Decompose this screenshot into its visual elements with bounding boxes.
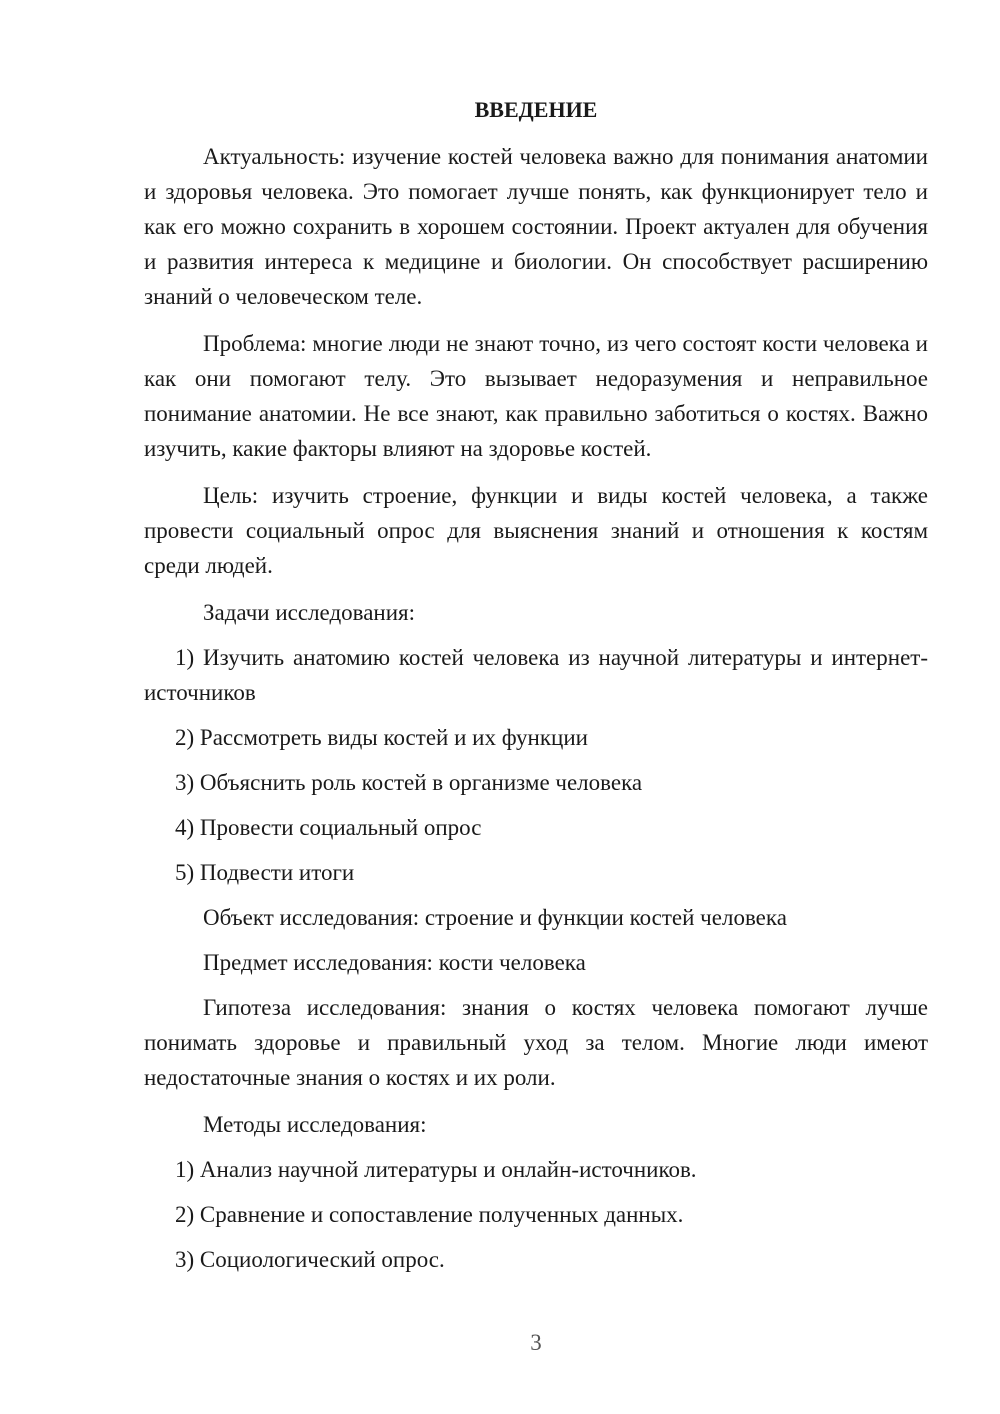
hypothesis-paragraph: Гипотеза исследования: знания о костях человека помогают лучше понимать здоровье и правильный уход за телом. Многие люди имеют недостаточные знания о костях и их роли. <box>144 995 928 1090</box>
page-number: 3 <box>530 1330 542 1355</box>
relevance-paragraph: Актуальность: изучение костей человека важно для понимания анатомии и здоровья человека. Это помогает лучше понять, как функционирует тело и как его можно сохранить в хорошем состоянии. Проект актуален для обучения и развития интереса к медицине и биологии. Он способствует расширению знаний о человеческом теле. <box>144 144 928 309</box>
object-line: Объект исследования: строение и функции костей человека <box>203 905 787 930</box>
method-item: 1) Анализ научной литературы и онлайн-источников. <box>175 1157 697 1182</box>
task-item: 5) Подвести итоги <box>175 860 355 885</box>
page-title: ВВЕДЕНИЕ <box>474 97 598 122</box>
method-item: 2) Сравнение и сопоставление полученных данных. <box>175 1202 684 1227</box>
subject-line: Предмет исследования: кости человека <box>203 950 586 975</box>
goal-paragraph: Цель: изучить строение, функции и виды костей человека, а также провести социальный опрос для выяснения знаний и отношения к костям среди людей. <box>144 483 928 578</box>
task-item: 2) Рассмотреть виды костей и их функции <box>175 725 588 750</box>
method-item: 3) Социологический опрос. <box>175 1247 445 1272</box>
task-item: 4) Провести социальный опрос <box>175 815 482 840</box>
document-page <box>144 92 928 1287</box>
methods-heading: Методы исследования: <box>203 1112 427 1137</box>
problem-paragraph: Проблема: многие люди не знают точно, из чего состоят кости человека и как они помогают телу. Это вызывает недоразумения и неправильное понимание анатомии. Не все знают, как правильно заботиться о костях. Важно изучить, какие факторы влияют на здоровье костей. <box>144 331 928 461</box>
tasks-heading: Задачи исследования: <box>203 600 416 625</box>
task-item: 3) Объяснить роль костей в организме человека <box>175 770 643 795</box>
task-item: 1) Изучить анатомию костей человека из научной литературы и интернет-источников <box>144 645 928 705</box>
